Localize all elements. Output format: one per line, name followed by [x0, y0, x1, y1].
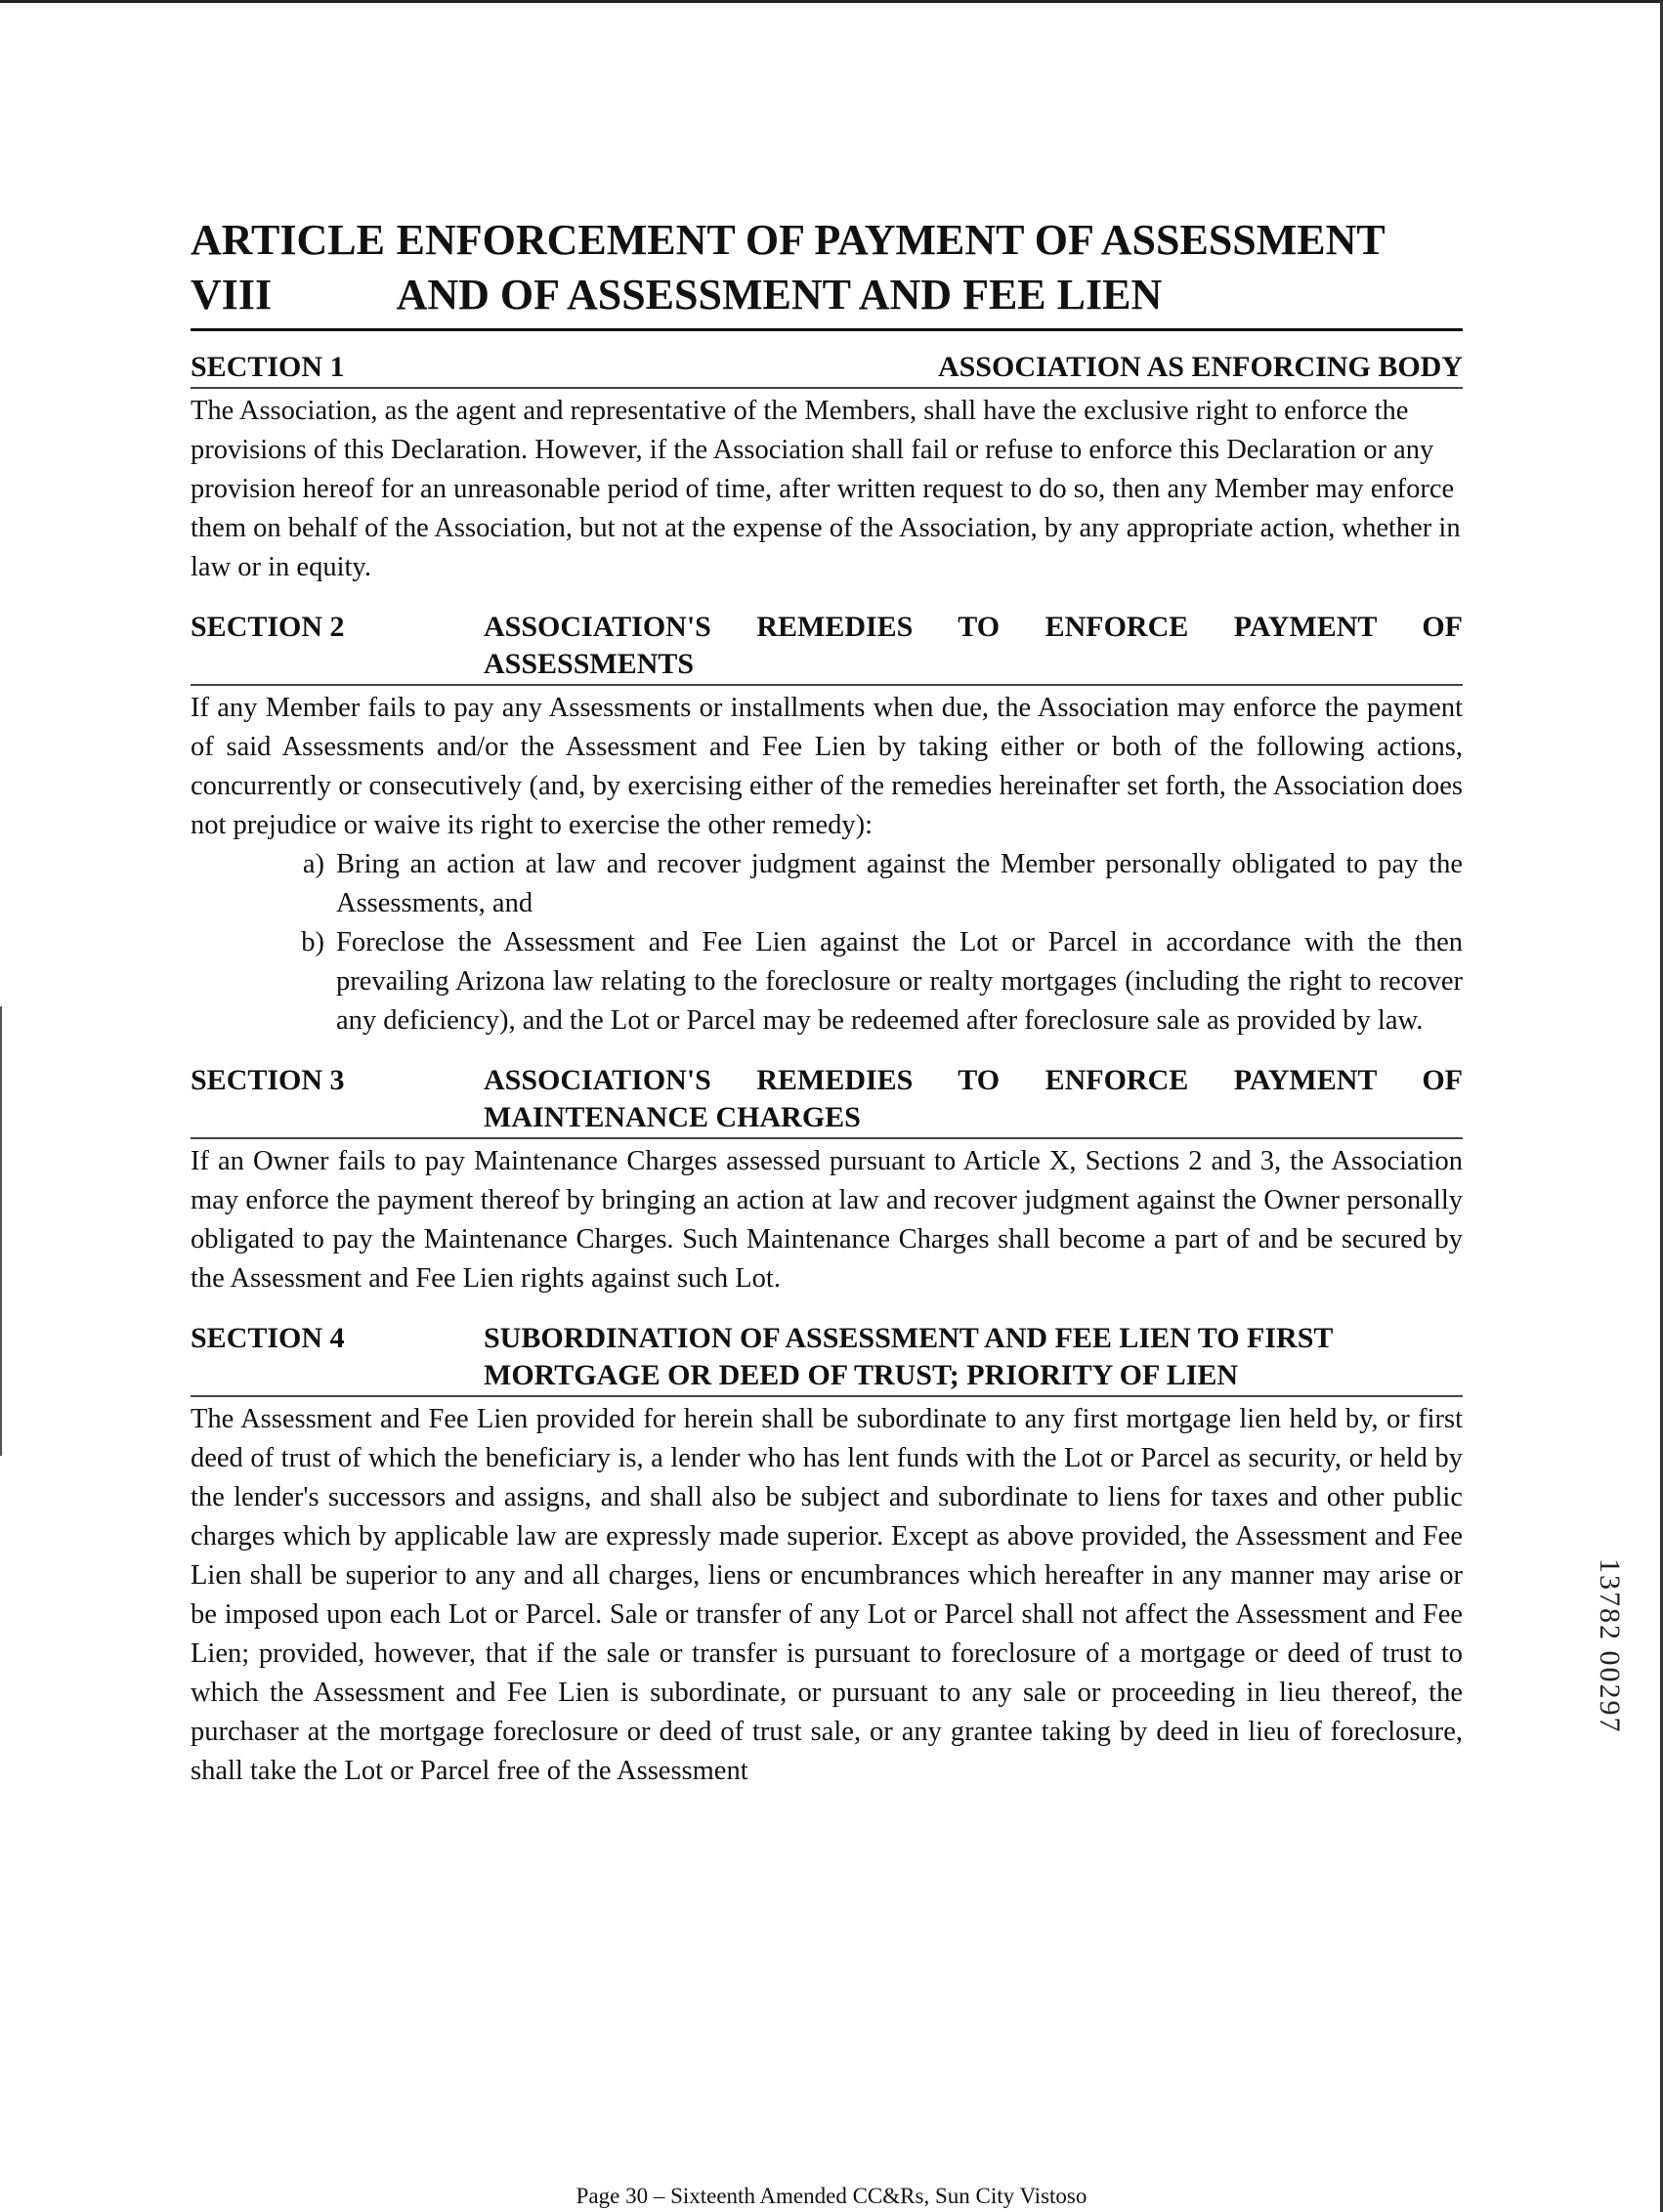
list-marker: b) [301, 927, 324, 957]
article-divider [191, 328, 1463, 331]
section-number: SECTION 2 [191, 611, 345, 643]
section-title: SUBORDINATION OF ASSESSMENT AND FEE LIEN TO FIRST MORTGAGE OR DEED OF TRUST; PRIORITY OF LIEN [484, 1322, 1333, 1391]
section-1 [191, 349, 1463, 587]
section-heading [191, 1062, 1463, 1139]
scan-edge-left [0, 1006, 2, 1456]
remedies-list [191, 845, 1463, 1041]
list-text: Bring an action at law and recover judgment against the Member personally obligated to pay the Assessments, and [336, 849, 1463, 918]
recording-number: 13782 00297 [1594, 1558, 1626, 1734]
section-title: ASSOCIATION'S REMEDIES TO ENFORCE PAYMENT OF ASSESSMENTS [484, 611, 1463, 680]
list-marker: a) [302, 849, 324, 879]
article-heading [191, 213, 1463, 322]
section-number: SECTION 1 [191, 351, 345, 383]
section-heading [191, 1320, 1463, 1397]
section-heading [191, 609, 1463, 686]
section-body: The Association, as the agent and representative of the Members, shall have the exclusive right to enforce the provisions of this Declaration. However, if the Association shall fail or refuse to enforce this Declaration or any provision hereof for an unreasonable period of time, after written request to do so, then any Member may enforce them on behalf of the Association, but not at the expense of the Association, by any appropriate action, whether in law or in equity. [191, 396, 1461, 582]
article-title: ENFORCEMENT OF PAYMENT OF ASSESSMENT AND OF ASSESSMENT AND FEE LIEN [396, 216, 1385, 319]
section-2 [191, 609, 1463, 1041]
list-item [191, 845, 1463, 923]
section-number: SECTION 4 [191, 1322, 345, 1354]
section-body: If any Member fails to pay any Assessments or installments when due, the Association may enforce the payment of said Assessments and/or the Assessment and Fee Lien by taking either or both of the following actions, concurrently or consecutively (and, by exercising either of the remedies hereinafter set forth, the Association does not prejudice or waive its right to exercise the other remedy): [191, 693, 1463, 840]
page-footer: Page 30 – Sixteenth Amended CC&Rs, Sun City Vistoso [576, 2184, 1087, 2208]
article-number: ARTICLE VIII [191, 216, 385, 319]
section-title: ASSOCIATION AS ENFORCING BODY [937, 351, 1463, 383]
section-3 [191, 1062, 1463, 1298]
scan-edge-top [0, 0, 1663, 3]
section-heading [191, 349, 1463, 389]
section-title: ASSOCIATION'S REMEDIES TO ENFORCE PAYMENT OF MAINTENANCE CHARGES [484, 1064, 1463, 1133]
list-item [191, 923, 1463, 1041]
document-page [191, 213, 1463, 1812]
section-4 [191, 1320, 1463, 1791]
section-body: If an Owner fails to pay Maintenance Charges assessed pursuant to Article X, Sections 2 and 3, the Association may enforce the payment thereof by bringing an action at law and recover judgment against the Owner personally obligated to pay the Maintenance Charges. Such Maintenance Charges shall become a part of and be secured by the Assessment and Fee Lien rights against such Lot. [191, 1146, 1463, 1294]
section-number: SECTION 3 [191, 1064, 345, 1096]
list-text: Foreclose the Assessment and Fee Lien against the Lot or Parcel in accordance with the then prevailing Arizona law relating to the foreclosure or realty mortgages (including the right to recover any deficiency), and the Lot or Parcel may be redeemed after foreclosure sale as provided by law. [336, 927, 1463, 1036]
section-body: The Assessment and Fee Lien provided for herein shall be subordinate to any first mortgage lien held by, or first deed of trust of which the beneficiary is, a lender who has lent funds with the Lot or Parcel as security, or held by the lender's successors and assigns, and shall also be subject and subordinate to liens for taxes and other public charges which by applicable law are expressly made superior. Except as above provided, the Assessment and Fee Lien shall be superior to any and all charges, liens or encumbrances which hereafter in any manner may arise or be imposed upon each Lot or Parcel. Sale or transfer of any Lot or Parcel shall not affect the Assessment and Fee Lien; provided, however, that if the sale or transfer is pursuant to foreclosure of a mortgage or deed of trust to which the Assessment and Fee Lien is subordinate, or pursuant to any sale or proceeding in lieu thereof, the purchaser at the mortgage foreclosure or deed of trust sale, or any grantee taking by deed in lieu of foreclosure, shall take the Lot or Parcel free of the Assessment [191, 1404, 1463, 1786]
